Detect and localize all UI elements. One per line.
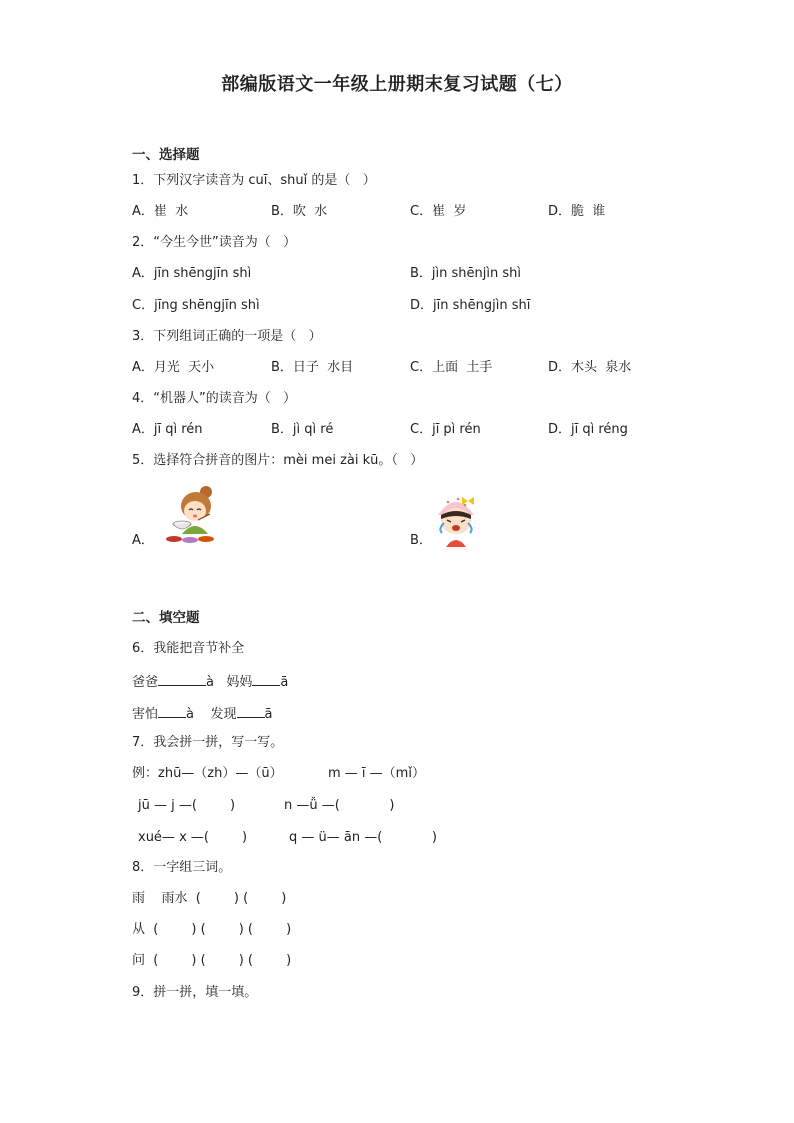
q4-option-d[interactable]: D．jī qì réng (548, 422, 628, 437)
q4-option-a[interactable]: A．jī qì rén (132, 422, 203, 437)
q2-option-b[interactable]: B．jìn shēnjìn shì (410, 266, 521, 281)
q5-option-b[interactable]: B． (410, 533, 432, 548)
question-4-stem: 4．“机器人”的读音为（ ） (132, 391, 297, 406)
q2-option-c[interactable]: C．jīng shēngjīn shì (132, 298, 260, 313)
girl-crying-picture[interactable] (432, 493, 480, 547)
q6-word: 妈妈 (226, 675, 253, 690)
q1-option-a[interactable]: A．崔 水 (132, 204, 189, 219)
q1-option-d[interactable]: D．脆 谁 (548, 204, 606, 219)
q5-option-a[interactable]: A． (132, 533, 154, 548)
q7-row-1-left[interactable]: jū — j —( ) (138, 798, 236, 813)
q2-option-a[interactable]: A．jīn shēngjīn shì (132, 266, 252, 281)
q6-suffix: ā (264, 707, 273, 722)
question-5-stem: 5．选择符合拼音的图片：mèi mei zài kū。（ ） (132, 453, 424, 468)
q3-option-d[interactable]: D．木头 泉水 (548, 360, 632, 375)
question-7-stem: 7．我会拼一拼，写一写。 (132, 735, 284, 750)
q6-suffix: ā (280, 675, 289, 690)
q4-option-c[interactable]: C．jī pì rén (410, 422, 481, 437)
q7-row-2-right[interactable]: q — ü— ān —( ) (289, 830, 437, 845)
q1-option-b[interactable]: B．吹 水 (271, 204, 328, 219)
blank-field[interactable] (158, 671, 206, 686)
q6-row-2 (132, 703, 273, 724)
q6-word: 害怕 (132, 707, 159, 722)
page-title: 部编版语文一年级上册期末复习试题（七） (221, 74, 573, 95)
question-6-stem: 6．我能把音节补全 (132, 641, 245, 656)
q7-row-2-left[interactable]: xué— x —( ) (138, 830, 248, 845)
section-heading-fill: 二、填空题 (132, 610, 200, 626)
q1-option-c[interactable]: C．崔 岁 (410, 204, 467, 219)
question-2-stem: 2．“今生今世”读音为（ ） (132, 235, 297, 250)
q6-word: 爸爸 (132, 675, 159, 690)
q3-option-b[interactable]: B．日子 水目 (271, 360, 354, 375)
section-heading-choice: 一、选择题 (132, 147, 200, 163)
q7-row-1-right[interactable]: n —ǚ —( ) (284, 798, 395, 813)
q8-row-2[interactable]: 从 ( ) ( ) ( ) (132, 922, 292, 937)
q8-row-3[interactable]: 问 ( ) ( ) ( ) (132, 953, 292, 968)
q2-option-d[interactable]: D．jīn shēngjìn shī (410, 298, 531, 313)
question-1-stem: 1．下列汉字读音为 cuī、shuǐ 的是（ ） (132, 173, 376, 188)
q6-word: 发现 (210, 707, 237, 722)
q6-suffix: à (186, 707, 194, 722)
q7-example-right: m — ī —（mǐ） (328, 766, 425, 781)
question-3-stem: 3．下列组词正确的一项是（ ） (132, 329, 322, 344)
girl-eating-picture[interactable] (160, 484, 222, 546)
q4-option-b[interactable]: B．jì qì ré (271, 422, 334, 437)
q6-suffix: à (206, 675, 214, 690)
q3-option-c[interactable]: C．上面 土手 (410, 360, 493, 375)
q8-row-1[interactable]: 雨 雨水 ( ) ( ) (132, 891, 287, 906)
q6-row-1 (132, 671, 288, 692)
blank-field[interactable] (252, 671, 280, 686)
blank-field[interactable] (158, 703, 186, 718)
question-8-stem: 8．一字组三词。 (132, 860, 232, 875)
q7-example-left: 例：zhū—（zh）—（ū） (132, 766, 283, 781)
blank-field[interactable] (237, 703, 265, 718)
q3-option-a[interactable]: A．月光 天小 (132, 360, 215, 375)
question-9-stem: 9．拼一拼，填一填。 (132, 985, 258, 1000)
